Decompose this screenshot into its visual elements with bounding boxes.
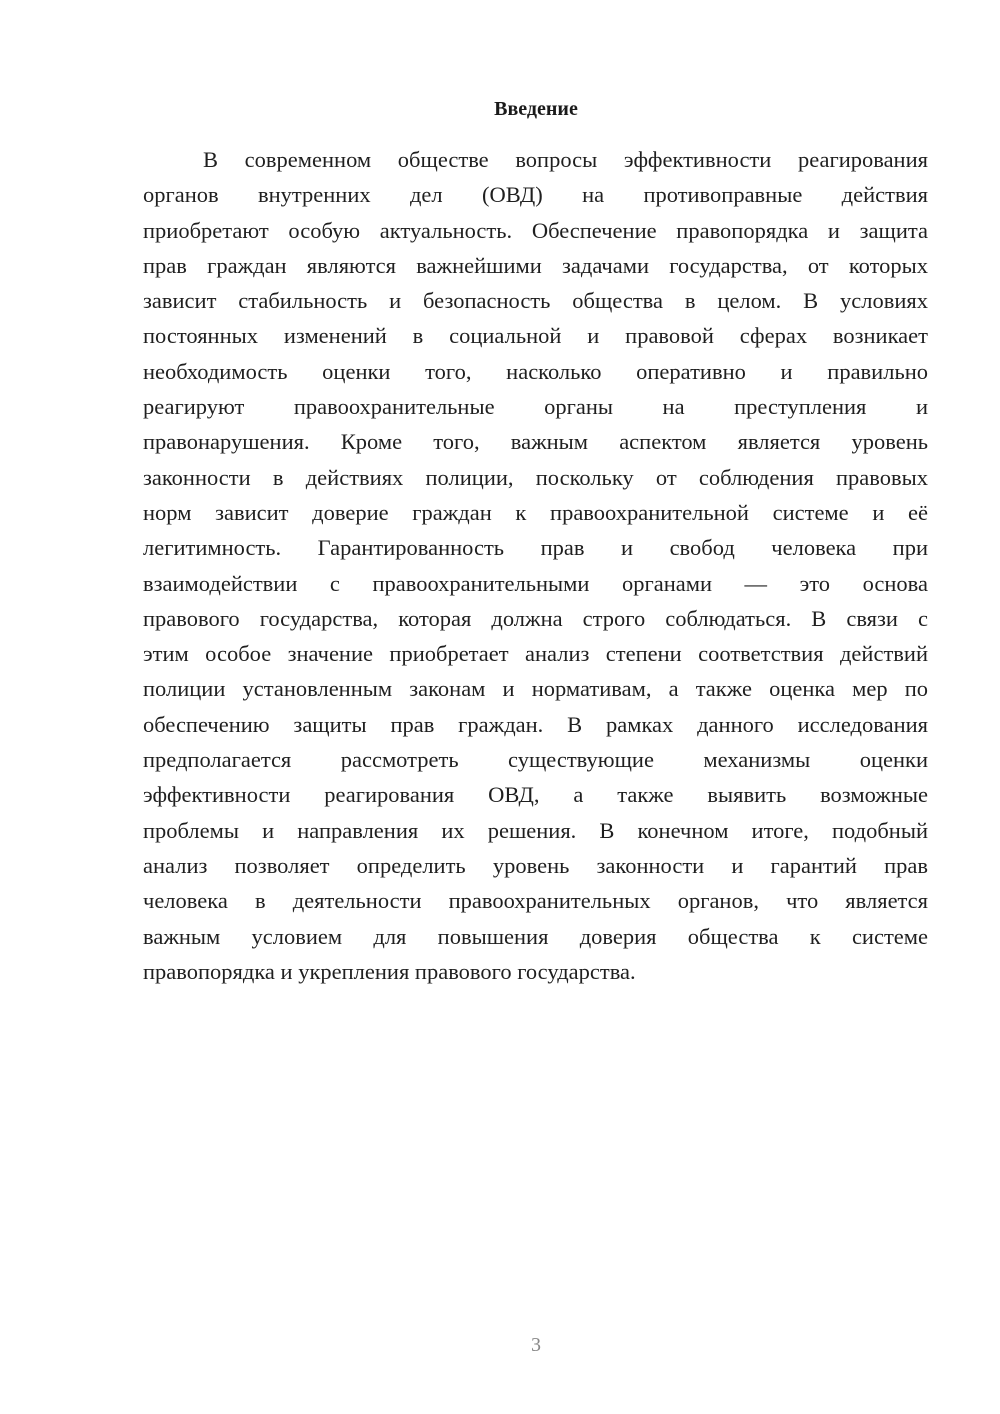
body-paragraph	[143, 142, 928, 989]
text-line: зависит стабильность и безопасность общества в целом. В условиях	[143, 288, 928, 314]
text-line: важным условием для повышения доверия общества к системе	[143, 923, 928, 949]
text-line: норм зависит доверие граждан к правоохранительной системе и её	[143, 499, 928, 525]
text-line: полиции установленным законам и нормативам, а также оценка мер по	[143, 676, 928, 702]
text-line: реагируют правоохранительные органы на преступления и	[143, 394, 928, 420]
text-line: взаимодействии с правоохранительными органами — это основа	[143, 570, 928, 596]
text-line: предполагается рассмотреть существующие механизмы оценки	[143, 747, 928, 773]
text-line: прав граждан являются важнейшими задачами государства, от которых	[143, 252, 928, 278]
text-line: законности в действиях полиции, поскольку от соблюдения правовых	[143, 464, 928, 490]
page-number: 3	[531, 1334, 541, 1356]
text-line: органов внутренних дел (ОВД) на противоправные действия	[143, 182, 928, 208]
text-line: необходимость оценки того, насколько оперативно и правильно	[143, 358, 928, 384]
text-line: этим особое значение приобретает анализ степени соответствия действий	[143, 641, 928, 667]
text-line: правового государства, которая должна строго соблюдаться. В связи с	[143, 605, 928, 631]
text-line: проблемы и направления их решения. В конечном итоге, подобный	[143, 817, 928, 843]
text-line: обеспечению защиты прав граждан. В рамках данного исследования	[143, 711, 928, 737]
text-line: постоянных изменений в социальной и правовой сферах возникает	[143, 323, 928, 349]
text-line: правопорядка и укрепления правового государства.	[143, 958, 636, 984]
text-line: приобретают особую актуальность. Обеспечение правопорядка и защита	[143, 217, 928, 243]
text-line: правонарушения. Кроме того, важным аспектом является уровень	[143, 429, 928, 455]
text-line: эффективности реагирования ОВД, а также выявить возможные	[143, 782, 928, 808]
text-line: легитимность. Гарантированность прав и свобод человека при	[143, 535, 928, 561]
text-line: В современном обществе вопросы эффективности реагирования	[203, 147, 928, 172]
text-line: человека в деятельности правоохранительных органов, что является	[143, 888, 928, 914]
section-heading: Введение	[494, 98, 578, 120]
text-line: анализ позволяет определить уровень законности и гарантий прав	[143, 852, 928, 878]
